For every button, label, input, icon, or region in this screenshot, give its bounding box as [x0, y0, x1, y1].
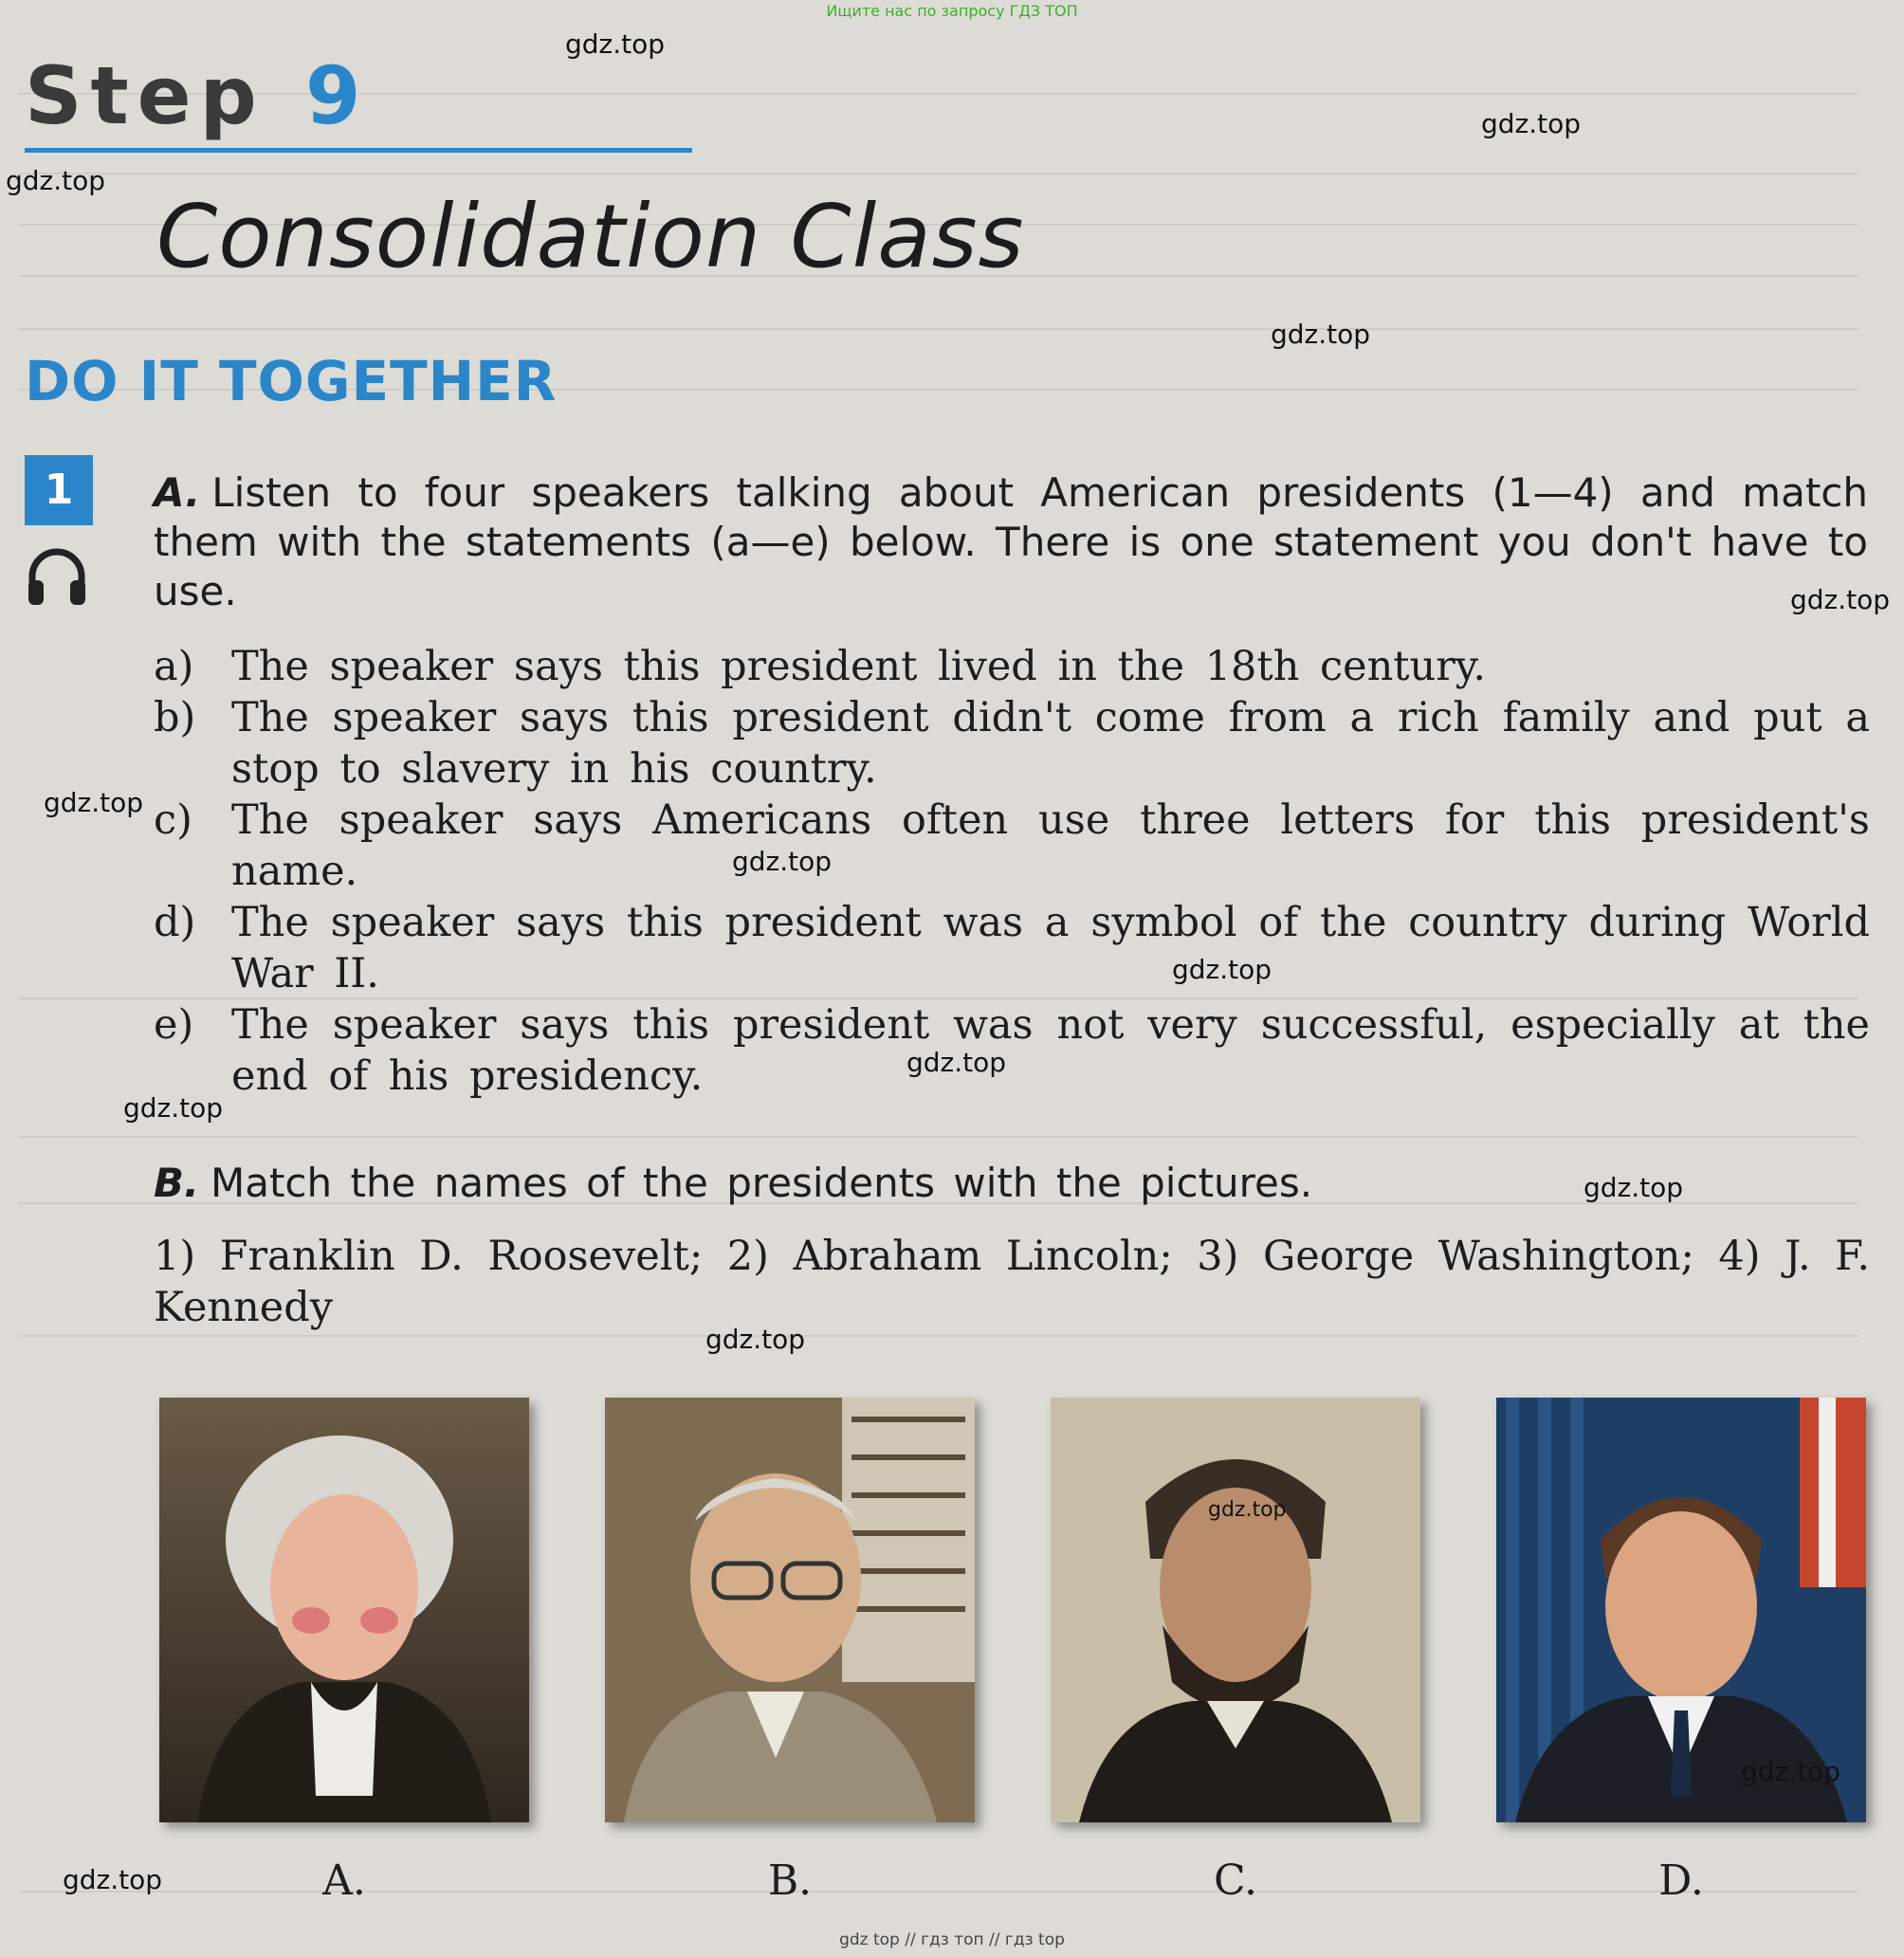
watermark: gdz.top: [1172, 954, 1272, 985]
picture-label-b: B.: [767, 1856, 813, 1905]
part-b-label: B.: [154, 1160, 199, 1206]
statement-d: [154, 897, 1870, 999]
statement-text: The speaker says this president lived in the 18th century.: [231, 643, 1487, 690]
watermark: gdz.top: [1208, 1498, 1287, 1522]
watermark: gdz.top: [1481, 108, 1582, 139]
bleed-through-line: [19, 93, 1858, 95]
statement-text: The speaker says this president was not very successful, especially at the end of his presidency.: [231, 1001, 1870, 1100]
watermark: gdz.top: [732, 846, 833, 877]
step-word: Step: [25, 49, 265, 142]
watermark: gdz.top: [1790, 584, 1891, 615]
portrait-a: [159, 1398, 529, 1822]
statement-marker: a): [154, 643, 194, 690]
bleed-through-line: [19, 1136, 1858, 1138]
part-b-instruction-text: Match the names of the presidents with the pictures.: [210, 1160, 1313, 1206]
bleed-through-line: [19, 1335, 1858, 1337]
top-banner[interactable]: Ищите нас по запросу ГДЗ ТОП: [826, 2, 1078, 20]
part-a-label: A.: [154, 469, 201, 516]
picture-label-c: C.: [1213, 1856, 1258, 1905]
portrait-c: [1051, 1398, 1420, 1822]
watermark: gdz.top: [1584, 1172, 1684, 1203]
step-number: 9: [305, 49, 361, 142]
statement-text: The speaker says this president was a symbol of the country during World War II.: [231, 899, 1870, 997]
watermark: gdz.top: [705, 1324, 806, 1355]
statement-marker: d): [154, 899, 196, 946]
watermark: gdz.top: [565, 28, 666, 60]
watermark: gdz.top: [63, 1864, 163, 1895]
watermark: gdz.top: [906, 1047, 1007, 1078]
portrait-b: [605, 1398, 975, 1822]
statement-text: The speaker says Americans often use three letters for this president's name.: [231, 796, 1870, 895]
statement-marker: b): [154, 694, 196, 741]
part-a-instruction: [154, 468, 1868, 616]
watermark: gdz.top: [1271, 319, 1371, 350]
picture-label-d: D.: [1658, 1856, 1704, 1905]
statement-c: [154, 795, 1870, 897]
watermark: gdz.top: [6, 165, 106, 196]
statement-a: [154, 641, 1870, 692]
bleed-through-line: [19, 173, 1858, 174]
headphones-icon: [23, 542, 91, 611]
statement-text: The speaker says this president didn't come from a rich family and put a stop to slavery in his country.: [231, 694, 1870, 793]
watermark: gdz.top: [123, 1092, 224, 1124]
bottom-banner: gdz top // гдз топ // гдз top: [839, 1930, 1065, 1949]
section-heading: DO IT TOGETHER: [25, 349, 558, 413]
exercise-number-badge: 1: [25, 455, 93, 525]
page-title: Consolidation Class: [156, 186, 1025, 287]
bleed-through-line: [19, 328, 1858, 330]
part-a-instruction-text: Listen to four speakers talking about American presidents (1—4) and match them with the statements (a—e) below. There is one statement you don't have to use.: [154, 469, 1868, 614]
watermark: gdz.top: [44, 787, 144, 818]
statement-marker: e): [154, 1001, 194, 1049]
statement-e: [154, 999, 1870, 1102]
picture-label-a: A.: [322, 1856, 366, 1905]
step-underline: [25, 148, 692, 153]
president-names: 1) Franklin D. Roosevelt; 2) Abraham Lincoln; 3) George Washington; 4) J. F. Kennedy: [154, 1233, 1870, 1331]
watermark: gdz.top: [1741, 1756, 1841, 1787]
statement-b: [154, 692, 1870, 795]
statement-marker: c): [154, 796, 192, 844]
